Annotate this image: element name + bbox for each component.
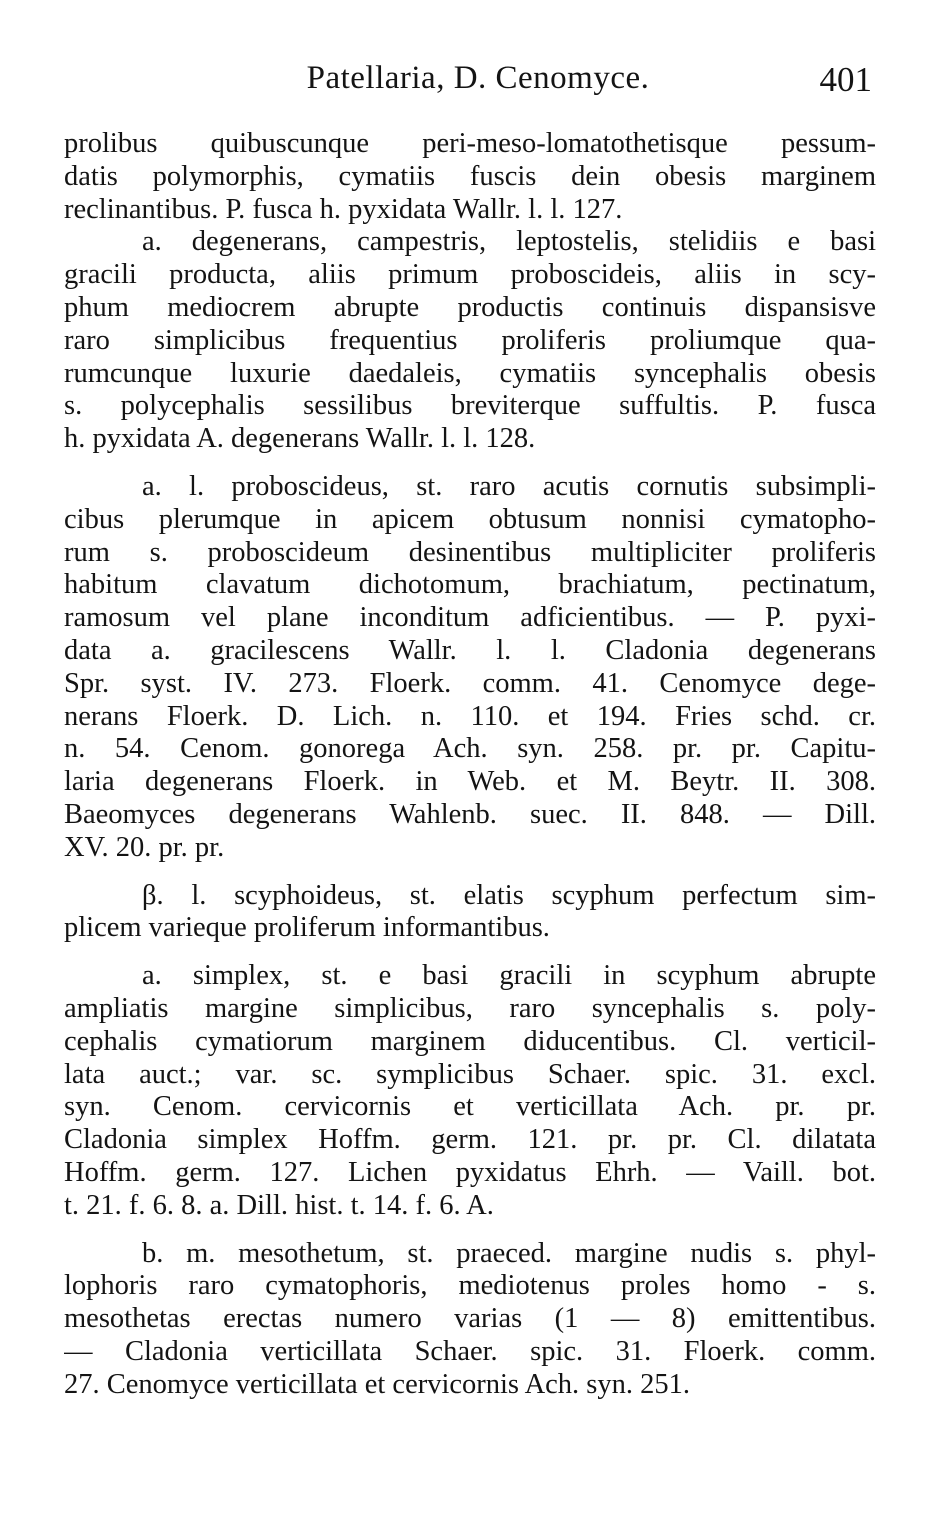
text-line: ampliatis margine simplicibus, raro syncephalis s. poly- [64, 992, 876, 1024]
paragraph [64, 960, 876, 1222]
text-line: laria degenerans Floerk. in Web. et M. Beytr. II. 308. [64, 766, 876, 798]
text-line: plicem varieque proliferum informantibus. [64, 912, 550, 944]
page-header [64, 60, 872, 104]
text-line: mesothetas erectas numero varias (1 — 8) emittentibus. [64, 1303, 876, 1335]
text-line: lata auct.; var. sc. symplicibus Schaer. spic. 31. excl. [64, 1058, 876, 1090]
paragraph-gap [64, 1223, 876, 1238]
paragraph [64, 1238, 876, 1402]
text-line: rum s. proboscideum desinentibus multipliciter proliferis [64, 536, 876, 568]
text-line: datis polymorphis, cymatiis fuscis dein obesis marginem [64, 160, 876, 192]
text-line: syn. Cenom. cervicornis et verticillata Ach. pr. pr. [64, 1091, 876, 1123]
text-line: a. l. proboscideus, st. raro acutis cornutis subsimpli- [142, 470, 876, 502]
text-line: phum mediocrem abrupte productis continuis dispansisve [64, 291, 876, 323]
text-line: Baeomyces degenerans Wahlenb. suec. II. 848. — Dill. [64, 798, 876, 830]
text-line: lophoris raro cymatophoris, mediotenus proles homo - s. [64, 1270, 876, 1302]
text-line: nerans Floerk. D. Lich. n. 110. et 194. Fries schd. cr. [64, 700, 876, 732]
text-line: Spr. syst. IV. 273. Floerk. comm. 41. Cenomyce dege- [64, 667, 876, 699]
text-line: Hoffm. germ. 127. Lichen pyxidatus Ehrh. — Vaill. bot. [64, 1156, 876, 1188]
text-line: XV. 20. pr. pr. [64, 831, 225, 863]
text-line: a. degenerans, campestris, leptostelis, stelidiis e basi [142, 226, 876, 258]
text-line: gracili producta, aliis primum proboscideis, aliis in scy- [64, 259, 876, 291]
text-line: — Cladonia verticillata Schaer. spic. 31. Floerk. comm. [64, 1335, 876, 1367]
body-text [64, 128, 876, 1401]
paragraph [64, 471, 876, 865]
text-line: habitum clavatum dichotomum, brachiatum, pectinatum, [64, 569, 876, 601]
paragraph-gap [64, 865, 876, 880]
text-line: n. 54. Cenom. gonorega Ach. syn. 258. pr. pr. Capitu- [64, 733, 876, 765]
text-line: data a. gracilescens Wallr. l. l. Cladonia degenerans [64, 634, 876, 666]
text-line: h. pyxidata A. degenerans Wallr. l. l. 128. [64, 423, 536, 455]
text-line: cibus plerumque in apicem obtusum nonnisi cymatopho- [64, 503, 876, 535]
text-line: 27. Cenomyce verticillata et cervicornis Ach. syn. 251. [64, 1368, 691, 1400]
page-number: 401 [819, 60, 872, 99]
text-line: s. polycephalis sessilibus breviterque suffultis. P. fusca [64, 390, 876, 422]
text-line: prolibus quibuscunque peri-meso-lomatothetisque pessum- [64, 128, 876, 159]
text-line: t. 21. f. 6. 8. a. Dill. hist. t. 14. f. 6. A. [64, 1189, 494, 1221]
text-line: Cladonia simplex Hoffm. germ. 121. pr. pr. Cl. dilatata [64, 1124, 876, 1156]
text-line: rumcunque luxurie daedaleis, cymatiis syncephalis obesis [64, 357, 876, 389]
text-line: β. l. scyphoideus, st. elatis scyphum perfectum sim- [142, 879, 876, 911]
paragraph-gap [64, 456, 876, 471]
paragraph [64, 880, 876, 946]
paragraph-gap [64, 945, 876, 960]
text-line: cephalis cymatiorum marginem diducentibus. Cl. verticil- [64, 1025, 876, 1057]
paragraph [64, 226, 876, 456]
text-line: ramosum vel plane inconditum adficientibus. — P. pyxi- [64, 602, 876, 634]
text-line: b. m. mesothetum, st. praeced. margine nudis s. phyl- [142, 1237, 876, 1269]
running-title: Patellaria, D. Cenomyce. [306, 60, 650, 96]
text-line: reclinantibus. P. fusca h. pyxidata Wallr. l. l. 127. [64, 193, 623, 225]
paragraph [64, 128, 876, 226]
text-line: a. simplex, st. e basi gracili in scyphum abrupte [142, 960, 876, 992]
text-line: raro simplicibus frequentius proliferis proliumque qua- [64, 324, 876, 356]
